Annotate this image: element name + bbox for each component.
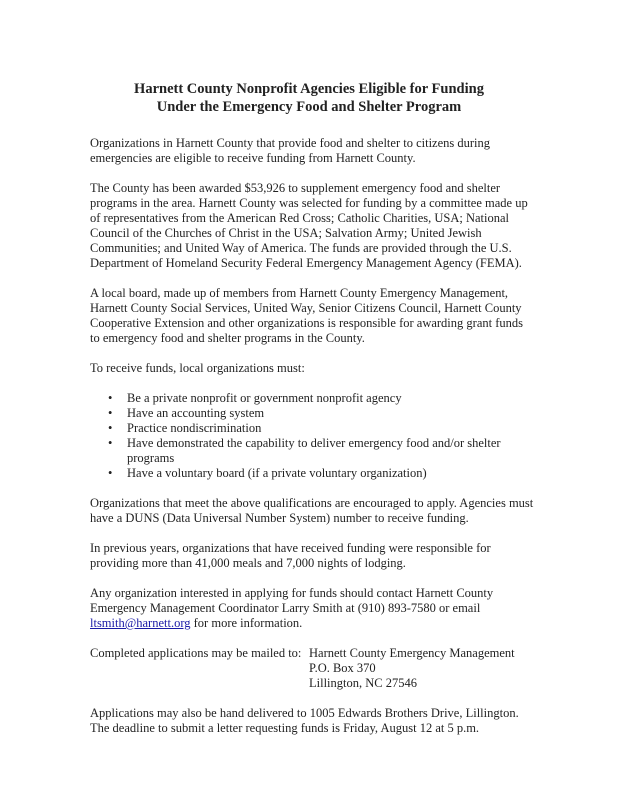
bullet-icon: • — [108, 436, 113, 450]
paragraph-previous-years: In previous years, organizations that have received funding were responsible for providing more than 41,000 meals and 7,000 nights of lodging. — [90, 541, 491, 570]
document-title-line-1: Harnett County Nonprofit Agencies Eligible for Funding — [134, 81, 484, 97]
document-body — [90, 136, 535, 736]
mailing-label: Completed applications may be mailed to: — [90, 646, 302, 660]
document-title-line-2: Under the Emergency Food and Shelter Program — [156, 99, 462, 115]
list-item-text: Have demonstrated the capability to deliver emergency food and/or shelter programs — [127, 436, 501, 465]
list-item-text: Be a private nonprofit or government nonprofit agency — [127, 391, 402, 405]
list-item-text: Have a voluntary board (if a private voluntary organization) — [127, 466, 427, 480]
list-item — [90, 466, 535, 481]
address-line: Lillington, NC 27546 — [309, 676, 417, 690]
list-item — [90, 391, 535, 406]
paragraph-qualifications: Organizations that meet the above qualifications are encouraged to apply. Agencies must have a DUNS (Data Universal Number System) number to receive funding. — [90, 496, 534, 525]
paragraph-award: The County has been awarded $53,926 to supplement emergency food and shelter programs in the area. Harnett County was selected for funding by a committee made up of representatives from the American Red Cross; Catholic Charities, USA; National Council of the Churches of Christ in the USA; Salvation Army; United Jewish Communities; and United Way of America. The funds are provided through the U.S. Department of Homeland Security Federal Emergency Management Agency (FEMA). — [90, 181, 528, 270]
address-line: Harnett County Emergency Management — [309, 646, 515, 660]
address-line: P.O. Box 370 — [309, 661, 376, 675]
email-link[interactable]: ltsmith@harnett.org — [90, 616, 191, 630]
paragraph-requirements-intro: To receive funds, local organizations must: — [90, 361, 305, 375]
contact-text: Any organization interested in applying for funds should contact Harnett County Emergency Management Coordinator Larry Smith at (910) 893-7580 or email — [90, 586, 494, 615]
paragraph-local-board: A local board, made up of members from Harnett County Emergency Management, Harnett County Social Services, United Way, Senior Citizens Council, Harnett County Cooperative Extension and other organizations is responsible for awarding grant funds to emergency food and shelter programs in the County. — [90, 286, 523, 345]
list-item — [90, 406, 535, 421]
mailing-address — [309, 646, 515, 691]
bullet-icon: • — [108, 466, 113, 480]
bullet-icon: • — [108, 406, 113, 420]
paragraph-deadline: Applications may also be hand delivered to 1005 Edwards Brothers Drive, Lillington. The deadline to submit a letter requesting funds is Friday, August 12 at 5 p.m. — [90, 706, 519, 735]
bullet-icon: • — [108, 421, 113, 435]
list-item-text: Practice nondiscrimination — [127, 421, 262, 435]
bullet-icon: • — [108, 391, 113, 405]
paragraph-contact — [90, 586, 535, 631]
paragraph-eligibility: Organizations in Harnett County that provide food and shelter to citizens during emergencies are eligible to receive funding from Harnett County. — [90, 136, 491, 165]
requirements-list — [90, 391, 535, 481]
list-item-text: Have an accounting system — [127, 406, 265, 420]
list-item — [90, 421, 535, 436]
mailing-section — [90, 646, 535, 691]
list-item — [90, 436, 535, 466]
contact-text-end: for more information. — [190, 616, 303, 630]
